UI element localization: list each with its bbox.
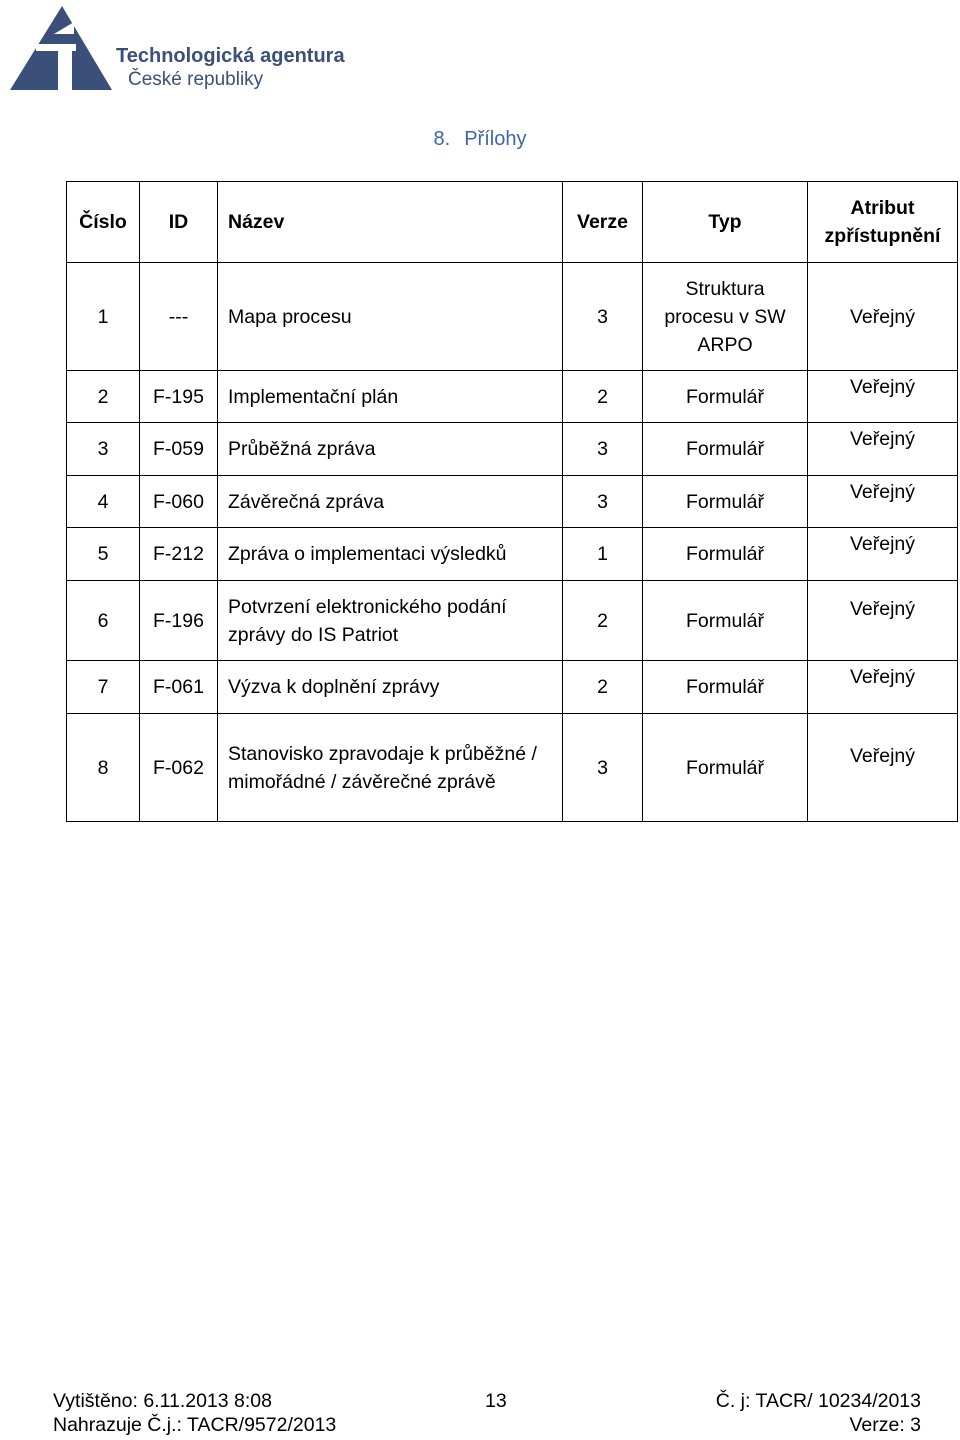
page-footer <box>53 1389 921 1437</box>
cell-id: F-062 <box>140 714 218 822</box>
cell-atribut: Veřejný <box>808 661 958 714</box>
table-row <box>67 476 958 528</box>
cell-nazev: Závěrečná zpráva <box>218 476 563 528</box>
cell-nazev: Výzva k doplnění zprávy <box>218 661 563 714</box>
cell-typ: Formulář <box>643 371 808 423</box>
header-id: ID <box>140 182 218 263</box>
cell-nazev: Stanovisko zpravodaje k průběžné / mimořádné / závěrečné zprávě <box>218 714 563 822</box>
header-cislo: Číslo <box>67 182 140 263</box>
cell-id: F-212 <box>140 528 218 581</box>
cell-verze: 3 <box>563 714 643 822</box>
cell-verze: 2 <box>563 581 643 661</box>
header-atribut: Atribut zpřístupnění <box>808 182 958 263</box>
cell-id: --- <box>140 263 218 371</box>
cell-nazev: Průběžná zpráva <box>218 423 563 476</box>
cell-cislo: 6 <box>67 581 140 661</box>
cell-cislo: 1 <box>67 263 140 371</box>
cell-id: F-060 <box>140 476 218 528</box>
replaces-reference: Nahrazuje Č.j.: TACR/9572/2013 <box>53 1414 337 1436</box>
table-row <box>67 581 958 661</box>
document-version: Verze: 3 <box>849 1414 921 1436</box>
table-row <box>67 423 958 476</box>
cell-atribut: Veřejný <box>808 714 958 822</box>
table-row <box>67 371 958 423</box>
cell-cislo: 2 <box>67 371 140 423</box>
cell-atribut: Veřejný <box>808 528 958 581</box>
cell-id: F-196 <box>140 581 218 661</box>
cell-verze: 3 <box>563 423 643 476</box>
table-row <box>67 661 958 714</box>
logo <box>6 4 345 96</box>
logo-subtitle: České republiky <box>128 69 264 90</box>
cell-typ: Formulář <box>643 661 808 714</box>
cell-cislo: 5 <box>67 528 140 581</box>
cell-atribut: Veřejný <box>808 263 958 371</box>
cell-typ: Formulář <box>643 714 808 822</box>
cell-cislo: 4 <box>67 476 140 528</box>
cell-id: F-061 <box>140 661 218 714</box>
header-verze: Verze <box>563 182 643 263</box>
cell-cislo: 3 <box>67 423 140 476</box>
cell-verze: 3 <box>563 263 643 371</box>
cell-typ: Struktura procesu v SW ARPO <box>643 263 808 371</box>
cell-nazev: Implementační plán <box>218 371 563 423</box>
logo-mark-icon <box>6 4 116 94</box>
cell-nazev: Potvrzení elektronického podání zprávy do IS Patriot <box>218 581 563 661</box>
cell-verze: 2 <box>563 371 643 423</box>
cell-atribut: Veřejný <box>808 423 958 476</box>
cell-typ: Formulář <box>643 476 808 528</box>
section-title: Přílohy <box>464 128 527 150</box>
section-number: 8. <box>433 128 451 150</box>
cell-id: F-195 <box>140 371 218 423</box>
cell-atribut: Veřejný <box>808 476 958 528</box>
document-reference: Č. j: TACR/ 10234/2013 <box>715 1390 921 1412</box>
table-header-row <box>67 182 958 263</box>
header-nazev: Název <box>218 182 563 263</box>
cell-verze: 2 <box>563 661 643 714</box>
cell-id: F-059 <box>140 423 218 476</box>
cell-verze: 1 <box>563 528 643 581</box>
cell-typ: Formulář <box>643 528 808 581</box>
table-row <box>67 263 958 371</box>
cell-verze: 3 <box>563 476 643 528</box>
cell-atribut: Veřejný <box>808 581 958 661</box>
section-heading <box>0 128 960 151</box>
header-typ: Typ <box>643 182 808 263</box>
cell-typ: Formulář <box>643 423 808 476</box>
table-row <box>67 528 958 581</box>
cell-nazev: Zpráva o implementaci výsledků <box>218 528 563 581</box>
cell-nazev: Mapa procesu <box>218 263 563 371</box>
cell-atribut: Veřejný <box>808 371 958 423</box>
cell-typ: Formulář <box>643 581 808 661</box>
table-row <box>67 714 958 822</box>
logo-title: Technologická agentura <box>116 45 345 67</box>
attachments-table <box>66 181 958 822</box>
page-number: 13 <box>485 1390 507 1412</box>
cell-cislo: 7 <box>67 661 140 714</box>
cell-cislo: 8 <box>67 714 140 822</box>
printed-date: Vytištěno: 6.11.2013 8:08 <box>53 1390 272 1412</box>
